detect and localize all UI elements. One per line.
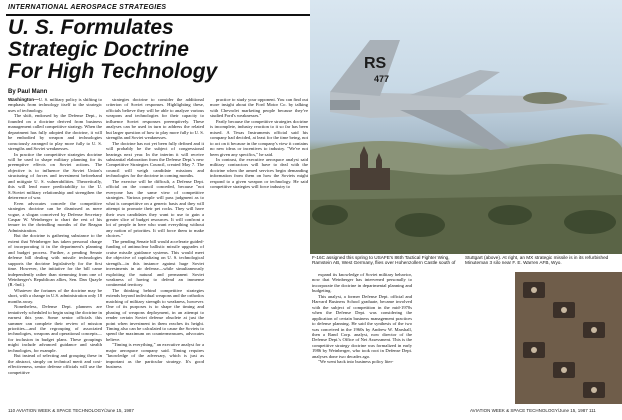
headline-line-3: For High Technology: [8, 60, 218, 83]
photo-caption: [312, 255, 612, 266]
article-paragraph: Partly because the competitive strategies doctrine is incomplete, industry reaction to it so far has been mixed. A Texas Instruments official said his company had decided, at least for the time being, not to act on it because in the company's view it contains no new ideas or incentives to industry. "We've not been given any specifics," he said.: [210, 118, 308, 157]
article-paragraph: Washington—U. S. military policy is shifting to emphasis from technology itself to the strategic uses of technology.: [8, 97, 102, 113]
article-paragraph: "Timing is everything," an executive analyst for a major aerospace company said. Timing requires "knowledge of the adversary, which is just as important as the particular strategy. It's good business: [106, 342, 204, 370]
dateline: Washington—: [8, 97, 39, 102]
article-paragraph: The exercise will be difficult, a Defense Dept. official on the council conceded, because "not everyone has the same view of competitive strategies. Various people will pass judgment as to what is competitive on a generic basis and they will attempt to promote their pet rocks. They will have their own candidates they want to use to gain a greater slice of budget resources. It will confront a lot of people in here who want everything without any notion of priorities. It will force them to make choices.": [106, 178, 204, 239]
footer-left: 110 AVIATION WEEK & SPACE TECHNOLOGY/June 15, 1987: [8, 408, 134, 413]
photo-illustration: [310, 0, 622, 254]
article-paragraph: "We went back into business policy liter-: [318, 359, 394, 365]
headline-line-1: U. S. Formulates: [8, 16, 174, 39]
article-paragraph: practice to study your opponent. You can find out more insight about the Ford Motor Co. by talking with Chevrolet marketing people because they've studied Ford's weaknesses.": [210, 97, 308, 119]
headline-line-2: Strategic Doctrine: [8, 38, 189, 61]
article-column-1: [8, 97, 102, 404]
article-paragraph: This analyst, a former Defense Dept. official and Harvard Business School graduate, became involved with the subject of competition in the mid-1970s when the Defense Dept. was considering the application of certain business management practices to defense planning. He said the synthesis of the two was conceived in the 1960s by Andrew W. Marshall, then a Rand Corp. analyst, now director of the Defense Dept.'s Office of Net Assessment. This is the competitive strategy doctrine was formalized in early 1986 by Weinberger, who took root in Defense Dept. analyses done two decades ago.: [312, 293, 412, 359]
article-paragraph: The pending Senate bill would accelerate guided-funding of antinuclear ballistic missile upgrades of cruise missile guidance systems. This would meet the objective of capitalizing on U. S. technological strength—in this instance against huge Soviet investments in air defense—while simultaneously exploiting the natural and permanent Soviet weakness of having to defend an immense continental territory.: [106, 238, 204, 288]
article-paragraph: But instead of selecting and grouping these in the abstract, simply on technical merit and cost-effectiveness, senior defense officials will use the competitive: [8, 353, 102, 375]
article-column-4: [312, 272, 412, 404]
section-label: INTERNATIONAL AEROSPACE STRATEGIES: [8, 4, 167, 11]
article-paragraph: Whatever the fortunes of the doctrine may be short, with a change in U.S. administration only 18 months away.: [8, 287, 102, 304]
svg-text:477: 477: [374, 74, 390, 84]
article-paragraph: Even advocates concede the competitive strategies doctrine can be dismissed as mere vogue, a slogan conceived by Defense Secretary Caspar W. Weinberger to chart the rest of his tenure in the dwindling months of the Reagan Administration.: [8, 200, 102, 233]
article-paragraph: The shift, endorsed by the Defense Dept., is founded on a doctrine derived from business management called competitive strategy. When the department has fully adopted the doctrine, it will be embodied by weapon and technologies consciously arranged to play more fully to U. S. strengths and Soviet weaknesses.: [8, 113, 102, 152]
mx-missile-silo-photo: [515, 272, 622, 404]
f16-aircraft-icon: [330, 40, 610, 150]
article-column-3: [210, 97, 308, 404]
article-paragraph: But the doctrine is gathering substance to the extent that Weinberger has taken personal charge of incorporating it in the department's planning and budget process. Further, a pending Senate defense bill dealing with missile technologies supports the doctrine legislatively for the first time. However, the initiative for the bill came independently rather than stemming from one of Weinberger's Republican allies, Sen. Dan Quayle (R.-Ind.).: [8, 233, 102, 288]
footer-right: AVIATION WEEK & SPACE TECHNOLOGY/June 15, 1987 111: [470, 408, 596, 413]
svg-text:RS: RS: [364, 55, 387, 72]
missile-silo-illustration: [515, 272, 622, 404]
article-paragraph: strategies doctrine to consider the additional criterion of Soviet responses. Highlighting these, officials believe they will be able to analyze various weapons and technologies for their capacity to influence Soviet responses preemptively. These analyses can be used in turn to address the related but larger question of how to play more fully to U. S. strengths and Soviet weaknesses.: [106, 97, 204, 141]
article-paragraph: Nonetheless, Defense Dept. planners are tentatively scheduled to begin using the doctrine in earnest this year. Some senior officials this summer can complete their review of mission priorities—and the regrouping of associated technologies, weapons and operational concepts—for inclusion in budget plans. These groupings might include advanced guidance and stealth technologies, for example.: [8, 304, 102, 353]
article-paragraph: expand its knowledge of Soviet military behavior, now that Weinberger has intervened personally to incorporate the doctrine in departmental planning and budgeting.: [312, 272, 412, 294]
headline: [8, 17, 308, 83]
caption-text: F-16C assigned this spring to USAFE's 86th Tactical Fighter Wing, Ramstein AB, West Germany, flies over Hohenzollern Castle south of Stuttgart (above). At right, an MX strategic missile is in its refurbished Minuteman 3 silo near F. E. Warren AFB, Wyo.: [312, 255, 609, 266]
article-paragraph: In practice the competitive strategies doctrine will be used to shape military planning for its preemptive effects on Soviet actions. The objective is to influence the Soviet Union's structuring of forces and investment beforehand and mitigate U. S. vulnerabilities. Theoretically, this will lend more predictability to the U. S./Soviet military relationship and strengthen the deterrence of war.: [8, 151, 102, 201]
byline: By Paul Mann: [8, 89, 48, 95]
article-paragraph: The doctrine has not yet been fully defined and it will probably be the subject of congressional hearings next year. In the interim it will receive substantial elaboration from the Defense Dept.'s new Competitive Strategies Council, created May 7. The council will weigh candidate missions and technologies for the doctrine in coming months.: [106, 140, 204, 179]
f16-over-castle-photo: [310, 0, 622, 254]
article-paragraph: The thinking behind competitive strategies extends beyond individual weapons and the orthodox matching of military strength to weakness, however. One of its purposes is to shape the timing and phasing of weapons deployment, in an attempt to render certain Soviet defense obsolete at just the point when investment in them reaches its height. Timing also can be calculated to cause the Soviets to spend the maximum on countermeasures, advocates believe.: [106, 287, 204, 342]
article-column-2: [106, 97, 204, 404]
article-paragraph: In contrast, the executive aerospace analyst said military contractors will have to deal with the doctrine when the armed services begin demanding information from them on how the Soviets might respond to a given weapon or technology. He said competitive strategies will force industry to: [210, 156, 308, 190]
